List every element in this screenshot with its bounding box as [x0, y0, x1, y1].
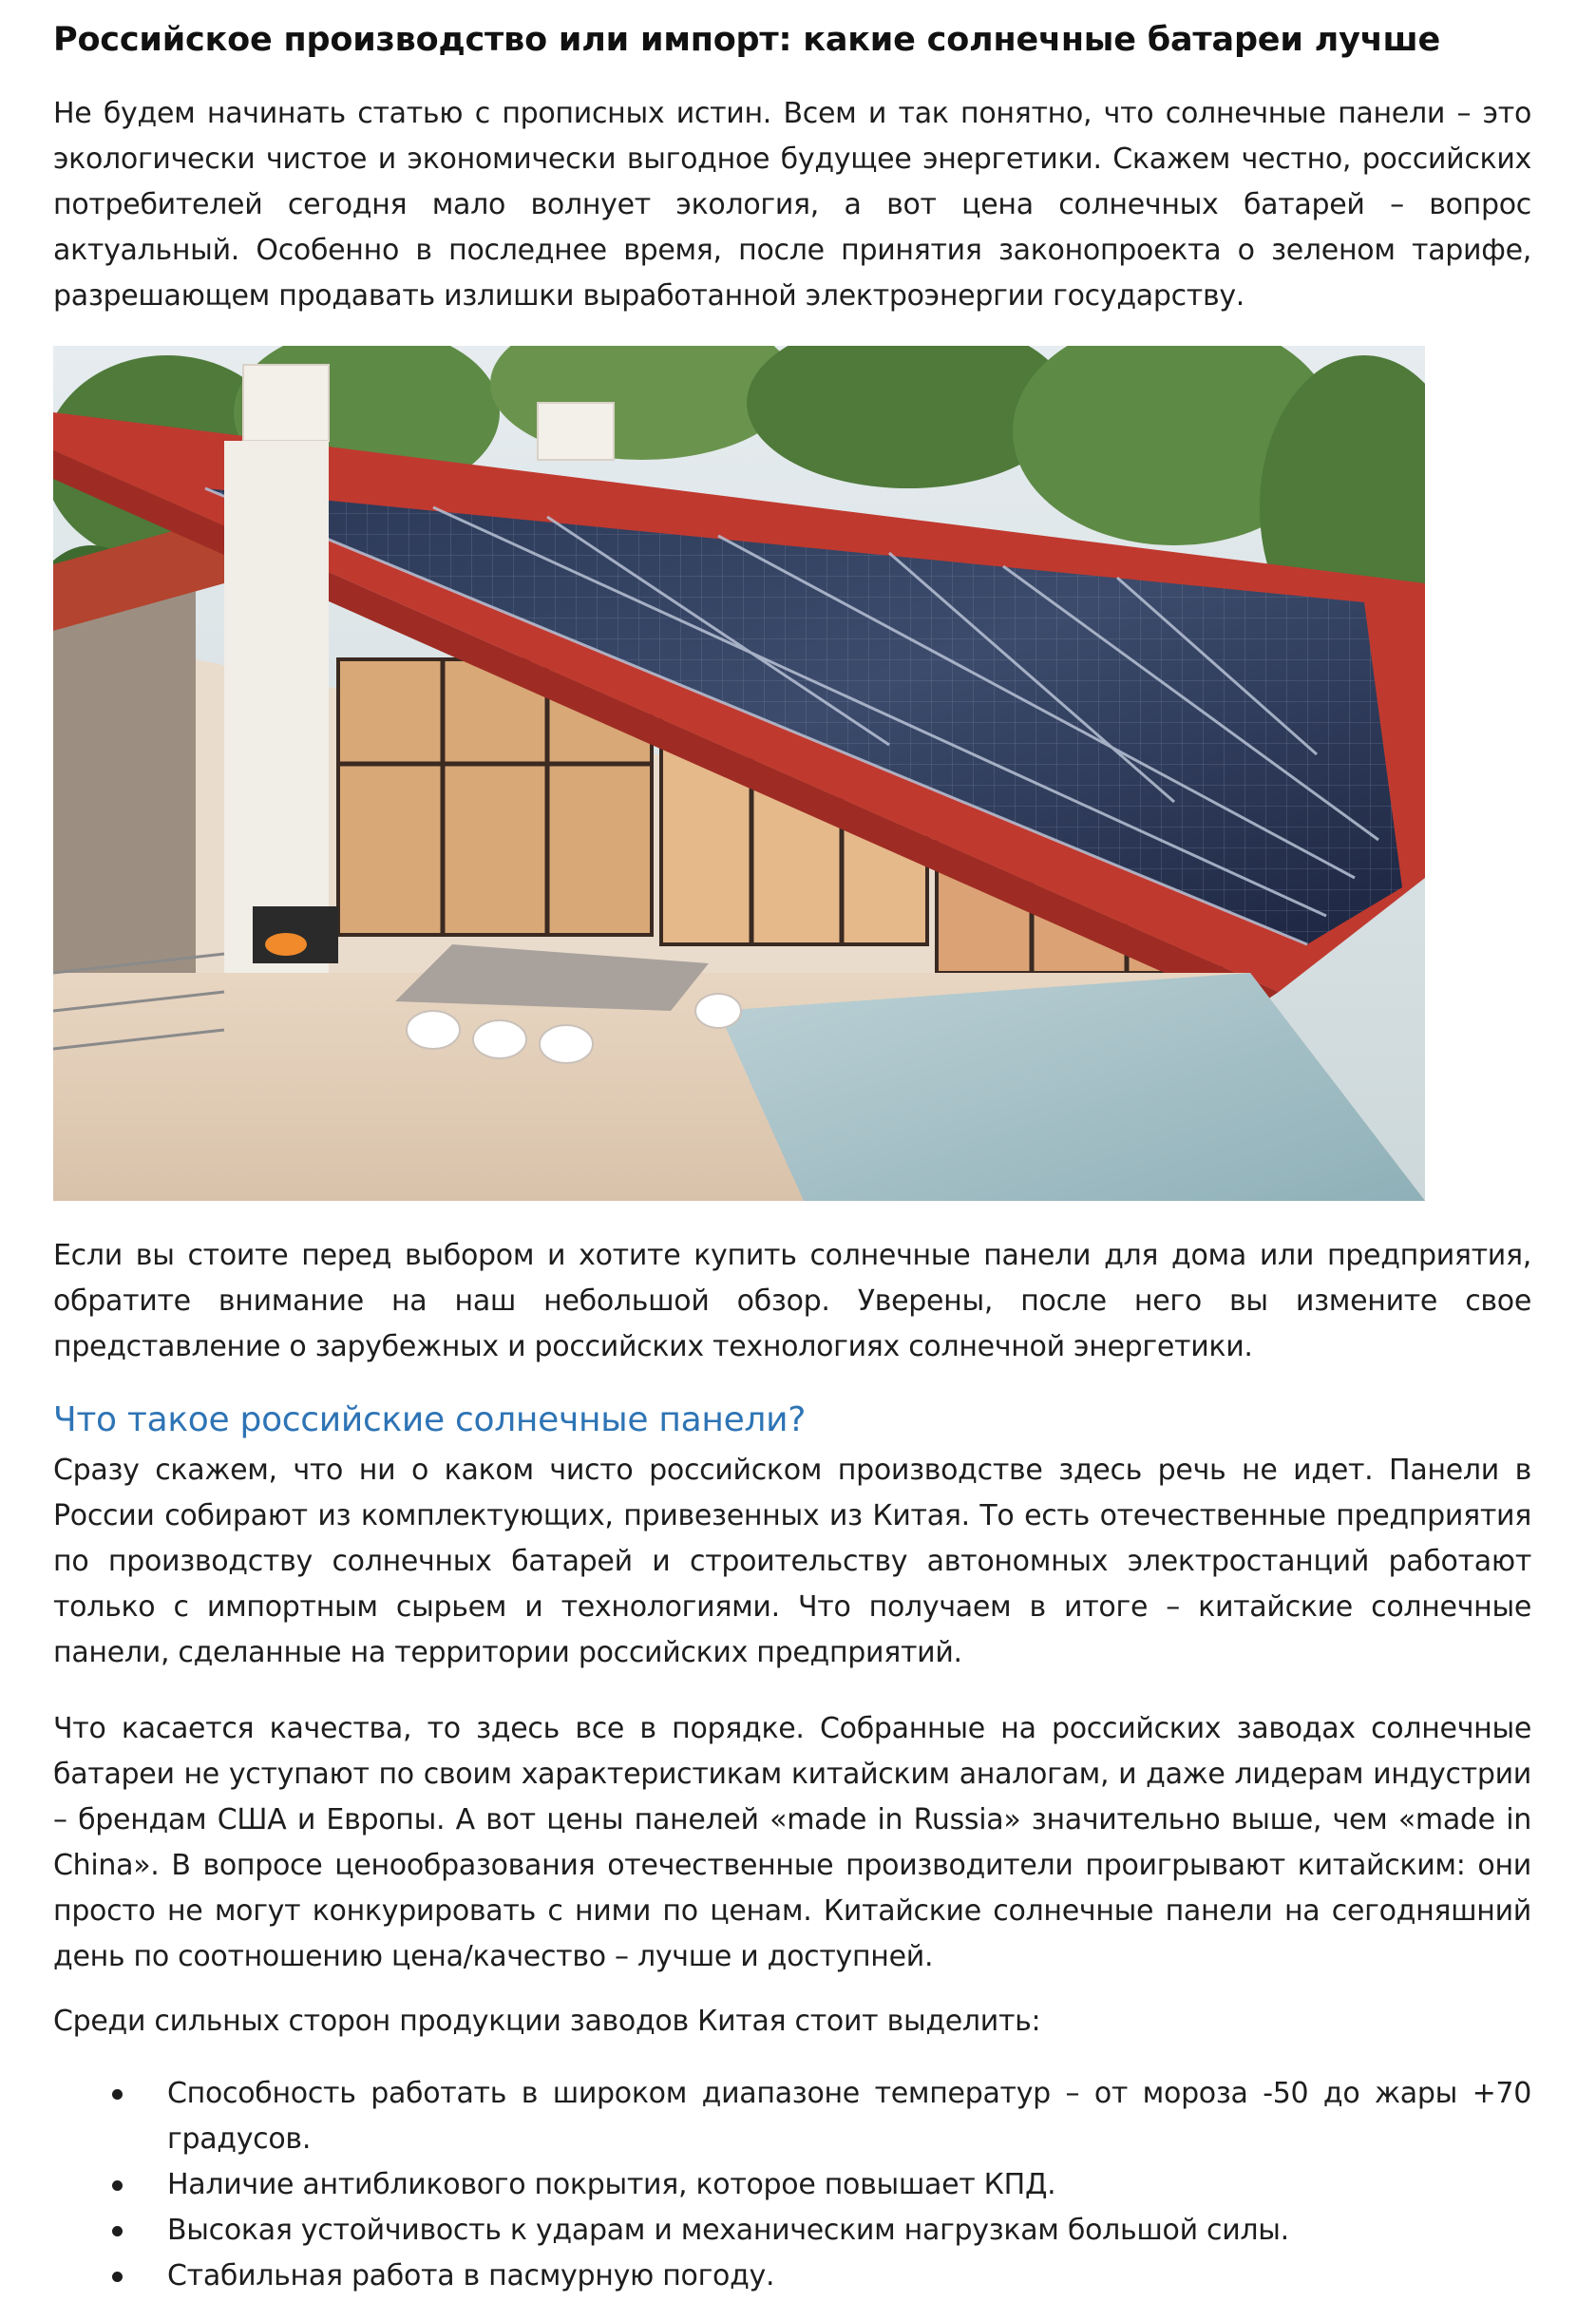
choose-paragraph: Если вы стоите перед выбором и хотите купить солнечные панели для дома или предприятия, обратите внимание на наш небольшой обзор. Уверены, после него вы измените свое представление о зарубежных и российских технологиях солнечной энергетики.	[53, 1239, 1531, 1363]
intro-paragraph: Не будем начинать статью с прописных истин. Всем и так понятно, что солнечные панели – это экологически чистое и экономически выгодное будущее энергетики. Скажем честно, российских потребителей сегодня мало волнует экология, а вот цена солнечных батарей – вопрос актуальный. Особенно в последнее время, после принятия законопроекта о зеленом тарифе, разрешающем продавать излишки выработанной электроэнергии государству.	[53, 97, 1531, 313]
list-item-text: Стабильная работа в пасмурную погоду.	[167, 2259, 775, 2292]
bullet-icon	[112, 2226, 123, 2236]
strengths-intro: Среди сильных сторон продукции заводов Китая стоит выделить:	[53, 2005, 1041, 2038]
strengths-list	[53, 2071, 1531, 2299]
section-heading: Что такое российские солнечные панели?	[53, 1400, 807, 1439]
list-item	[53, 2162, 1531, 2208]
bullet-icon	[112, 2180, 123, 2191]
quality-paragraph: Что касается качества, то здесь все в порядке. Собранные на российских заводах солнечные батареи не уступают по своим характеристикам китайским аналогам, и даже лидерам индустрии – брендам США и Европы. А вот цены панелей «made in Russia» значительно выше, чем «made in China». В вопросе ценообразования отечественные производители проигрывают китайским: они просто не могут конкурировать с ними по ценам. Китайские солнечные панели на сегодняшний день по соотношению цена/качество – лучше и доступней.	[53, 1712, 1531, 1973]
article-title: Российское производство или импорт: какие солнечные батареи лучше	[53, 21, 1441, 59]
bullet-icon	[112, 2089, 123, 2100]
list-item-text: Высокая устойчивость к ударам и механическим нагрузкам большой силы.	[167, 2214, 1289, 2247]
list-item-text: Способность работать в широком диапазоне температур – от мороза -50 до жары +70 градусов.	[167, 2077, 1531, 2156]
list-item	[53, 2208, 1531, 2254]
list-item-text: Наличие антибликового покрытия, которое повышает КПД.	[167, 2168, 1056, 2201]
list-item	[53, 2254, 1531, 2299]
house-solar-roof-photo	[53, 346, 1425, 1201]
bullet-icon	[112, 2272, 123, 2282]
russia-paragraph: Сразу скажем, что ни о каком чисто российском производстве здесь речь не идет. Панели в России собирают из комплектующих, привезенных из Китая. То есть отечественные предприятия по производству солнечных батарей и строительству автономных электростанций работают только с импортным сырьем и технологиями. Что получаем в итоге – китайские солнечные панели, сделанные на территории российских предприятий.	[53, 1454, 1531, 1669]
list-item	[53, 2071, 1531, 2162]
